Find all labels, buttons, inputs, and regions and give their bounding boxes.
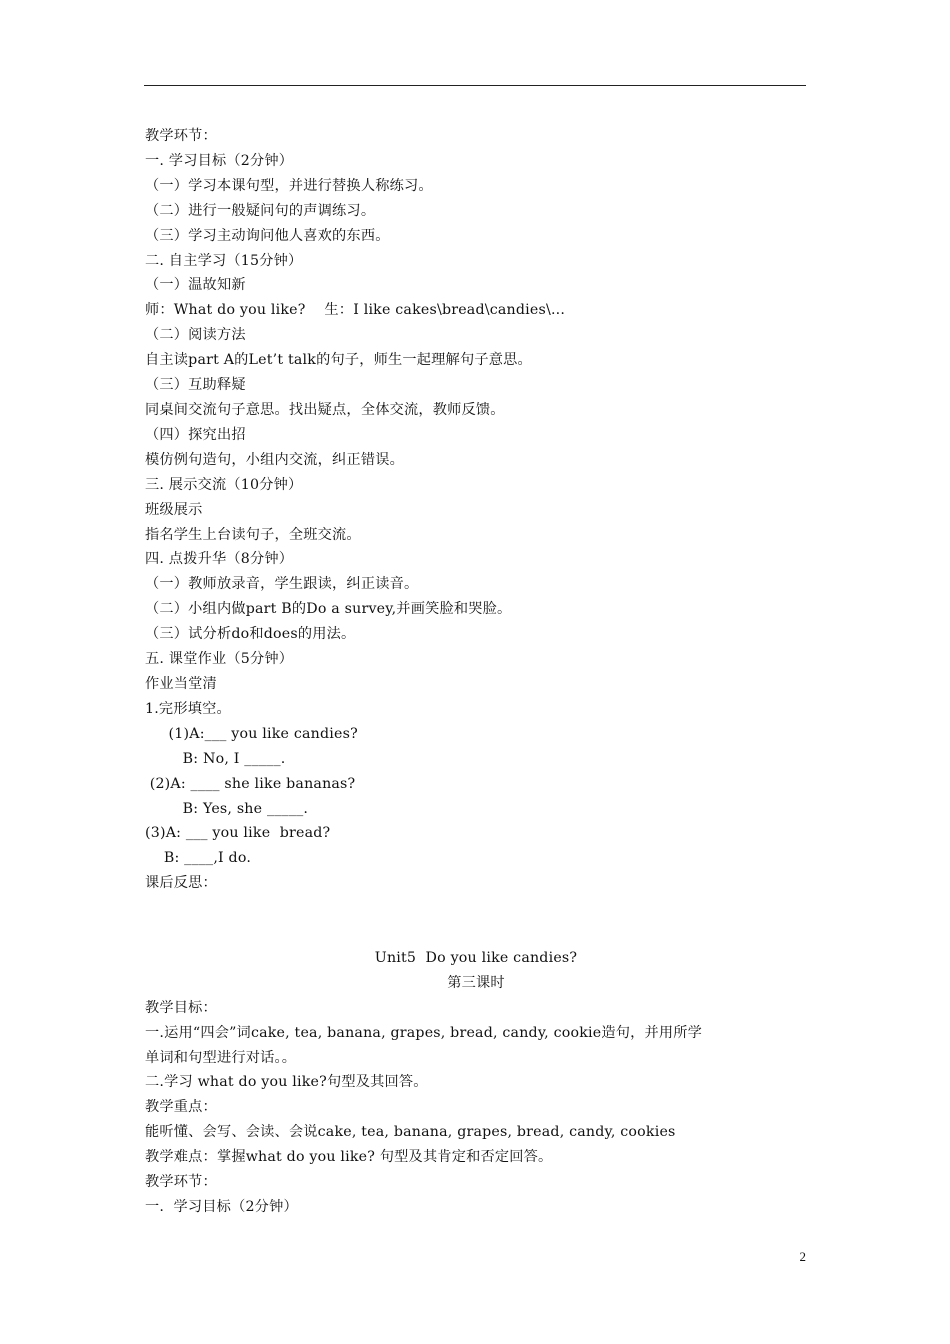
text-line: 指名学生上台读句子，全班交流。 xyxy=(145,527,361,543)
text-line: （二）阅读方法 xyxy=(145,327,246,343)
text-line: 单词和句型进行对话。。 xyxy=(145,1050,297,1066)
unit-title: Unit5 Do you like candies? xyxy=(374,950,578,966)
text-line: 模仿例句造句，小组内交流，纠正错误。 xyxy=(145,452,404,468)
text-line: （二）小组内做part B的Do a survey,并画笑脸和哭脸。 xyxy=(145,601,512,617)
page-number: 2 xyxy=(799,1249,806,1264)
lesson-subtitle: 第三课时 xyxy=(447,975,505,991)
text-line: B: Yes, she _____. xyxy=(145,801,309,817)
text-line: 课后反思： xyxy=(145,875,217,891)
text-line: 四. 点拨升华（8分钟） xyxy=(145,551,294,567)
text-line: 教学重点： xyxy=(145,1099,217,1115)
text-line: （四）探究出招 xyxy=(145,427,246,443)
text-line: 同桌间交流句子意思。找出疑点，全体交流，教师反馈。 xyxy=(145,402,505,418)
text-line: 五. 课堂作业（5分钟） xyxy=(145,651,294,667)
text-line: (3)A: ___ you like bread? xyxy=(145,825,331,841)
text-line: （三）学习主动询问他人喜欢的东西。 xyxy=(145,228,390,244)
text-line: （一）学习本课句型，并进行替换人称练习。 xyxy=(145,178,433,194)
text-line: （一）教师放录音，学生跟读，纠正读音。 xyxy=(145,576,419,592)
text-line: （一）温故知新 xyxy=(145,277,246,293)
header-rule xyxy=(144,85,806,86)
text-line: （三）试分析do和does的用法。 xyxy=(145,626,356,642)
text-line: 教学环节： xyxy=(145,1174,217,1190)
text-line: 二.学习 what do you like?句型及其回答。 xyxy=(145,1074,428,1090)
text-line: 1.完形填空。 xyxy=(145,701,231,717)
text-line: （三）互助释疑 xyxy=(145,377,246,393)
text-line: 二. 自主学习（15分钟） xyxy=(145,253,303,269)
text-line: 一.运用“四会”词cake, tea, banana, grapes, bread, candy, cookie造句，并用所学 xyxy=(145,1025,703,1041)
text-line: 能听懂、会写、会读、会说cake, tea, banana, grapes, bread, candy, cookies xyxy=(145,1124,676,1140)
text-line: (1)A:___ you like candies? xyxy=(145,726,358,742)
text-line: B: No, I _____. xyxy=(145,751,286,767)
text-line: 教学目标： xyxy=(145,1000,217,1016)
text-line: （二）进行一般疑问句的声调练习。 xyxy=(145,203,376,219)
text-line: 自主读part A的Let’t talk的句子，师生一起理解句子意思。 xyxy=(145,352,532,368)
text-line: 师：What do you like? 生：I like cakes\bread\candies\... xyxy=(145,302,566,318)
text-line: 一. 学习目标（2分钟） xyxy=(145,153,294,169)
text-line: 作业当堂清 xyxy=(145,676,217,692)
text-line: 班级展示 xyxy=(145,502,203,518)
text-line: 一. 学习目标（2分钟） xyxy=(145,1199,298,1215)
text-line: (2)A: ____ she like bananas? xyxy=(145,776,356,792)
text-line: 教学环节： xyxy=(145,128,217,144)
text-line: 教学难点：掌握what do you like? 句型及其肯定和否定回答。 xyxy=(145,1149,553,1165)
text-line: 三. 展示交流（10分钟） xyxy=(145,477,303,493)
text-line: B: ____,I do. xyxy=(145,850,252,866)
